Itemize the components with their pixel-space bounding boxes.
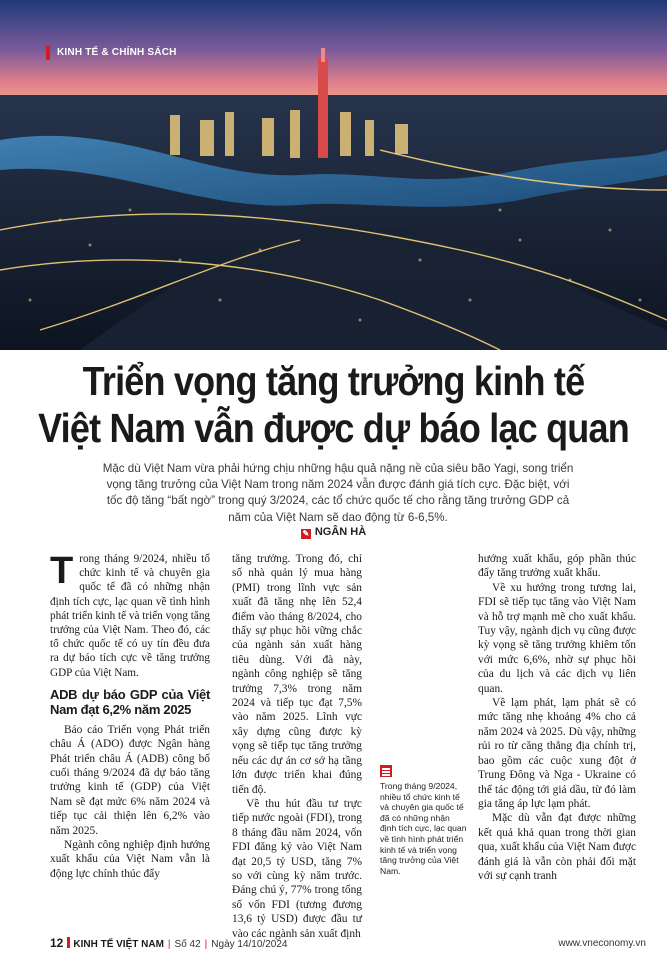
body-paragraph: Mặc dù vẫn đạt được những kết quả khả quan trong thời gian qua, xuất khẩu của Việt Nam được đánh giá là vẫn còn phải đối mặt với sự cạnh tranh <box>478 812 636 882</box>
issue-number: Số 42 <box>174 939 201 950</box>
photo-caption <box>380 765 468 876</box>
body-paragraph: Về thu hút đầu tư trực tiếp nước ngoài (FDI), trong 8 tháng đầu năm 2024, vốn FDI đăng ký vào Việt Nam đạt 20,5 tỷ USD, tăng 7% so với cùng kỳ năm trước. Đáng chú ý, 77% trong tổng số vốn FDI (tương đương 13,6 tỷ USD) được đầu tư vào các ngành sản xuất định <box>232 797 362 940</box>
column-1 <box>50 552 210 881</box>
dropcap: T <box>50 550 74 592</box>
lead-paragraph: rong tháng 9/2024, nhiều tổ chức kinh tế và chuyên gia quốc tế đã có những nhận định tích cực, lạc quan về tình hình phát triển kinh tế và triển vọng tăng trưởng của Việt Nam. Theo đó, các tổ chức quốc tế có uy tín đều đưa ra dự báo tích cực về tăng trưởng GDP của Việt Nam. <box>50 553 211 679</box>
page-footer <box>50 936 646 952</box>
separator: | <box>167 939 171 950</box>
body-paragraph: tăng trưởng. Trong đó, chỉ số nhà quản lý mua hàng (PMI) trong lĩnh vực sản xuất đã tăng nhẹ lên 52,4 điểm vào tháng 8/2024, cho thấy sự phục hồi vững chắc của ngành sản xuất hàng tiêu dùng. Với đà này, ngành công nghiệp sẽ tăng trưởng 7,3% trong năm 2024 và tiếp tục đạt 7,5% vào năm 2025. Lĩnh vực xây dựng cũng được kỳ vọng sẽ tiếp tục tăng trưởng nếu các dự án cơ sở hạ tầng lớn được triển khai đúng tiến độ. <box>232 553 362 796</box>
subheading: ADB dự báo GDP của Việt Nam đạt 6,2% năm 2025 <box>50 686 210 717</box>
body-paragraph: Ngành công nghiệp định hướng xuất khẩu của Việt Nam vẫn là động lực chính thúc đẩy <box>50 839 210 880</box>
body-paragraph: hướng xuất khẩu, góp phần thúc đẩy tăng trưởng xuất khẩu. <box>478 553 636 580</box>
body-paragraph: Báo cáo Triển vọng Phát triển châu Á (ADO) được Ngân hàng Phát triển châu Á (ADB) công bố cuối tháng 9/2024 đã dự báo tăng trưởng kinh tế (GDP) của Việt Nam sẽ đạt mức 6% năm 2024 và tiếp tục cải thiện lên 6,2% vào năm 2025. <box>50 723 210 837</box>
byline <box>0 526 667 539</box>
sapo: Mặc dù Việt Nam vừa phải hứng chịu những hậu quả nặng nề của siêu bão Yagi, song triển vọng tăng trưởng của Việt Nam trong năm 2024 vẫn được đánh giá tích cực. Đặc biệt, với tốc độ tăng “bất ngờ” trong quý 3/2024, các tổ chức quốc tế cho rằng tăng trưởng GDP cả năm của Việt Nam sẽ dao động từ 6-6,5%. <box>102 462 574 524</box>
page-number: 12 <box>50 936 64 950</box>
section-tag: KINH TẾ & CHÍNH SÁCH <box>46 46 177 60</box>
author-mark-icon: ✎ <box>302 529 310 538</box>
column-3 <box>478 552 636 883</box>
column-2 <box>232 552 362 941</box>
headline-line-1: Triển vọng tăng trưởng kinh tế <box>82 358 585 404</box>
brand-bar-icon <box>67 937 70 948</box>
body-paragraph: Về lạm phát, lạm phát sẽ có mức tăng nhẹ khoảng 4% cho cả năm 2024 và 2025. Dù vậy, những rủi ro từ căng thẳng địa chính trị, bao gồm các cuộc xung đột ở Trung Đông và Nga - Ukraine có thể tác động tới giá dầu, từ đó làm gia tăng áp lực lạm phát. <box>478 697 636 810</box>
caption-list-icon <box>380 765 392 777</box>
caption-text: Trong tháng 9/2024, nhiều tổ chức kinh tế và chuyên gia quốc tế đã có những nhận định tích cực, lạc quan về tình hình phát triển kinh tế và triển vọng tăng trưởng của Việt Nam. <box>380 781 467 876</box>
author-name: NGÂN HÀ <box>314 526 367 538</box>
brand-name: KINH TẾ VIỆT NAM <box>73 939 164 950</box>
issue-date: Ngày 14/10/2024 <box>211 939 288 950</box>
body-paragraph: Về xu hướng trong tương lai, FDI sẽ tiếp tục tăng vào Việt Nam và hỗ trợ mạnh mẽ cho xuất khẩu. Tuy vậy, ngành dịch vụ cũng được kỳ vọng sẽ tăng trưởng khiêm tốn với mức 6,6%, nhờ sự phục hồi của du lịch và các dịch vụ liên quan. <box>478 581 636 695</box>
website-link[interactable]: www.vneconomy.vn <box>558 938 646 949</box>
headline <box>20 358 647 452</box>
headline-line-2: Việt Nam vẫn được dự báo lạc quan <box>38 405 629 451</box>
separator: | <box>204 939 208 950</box>
